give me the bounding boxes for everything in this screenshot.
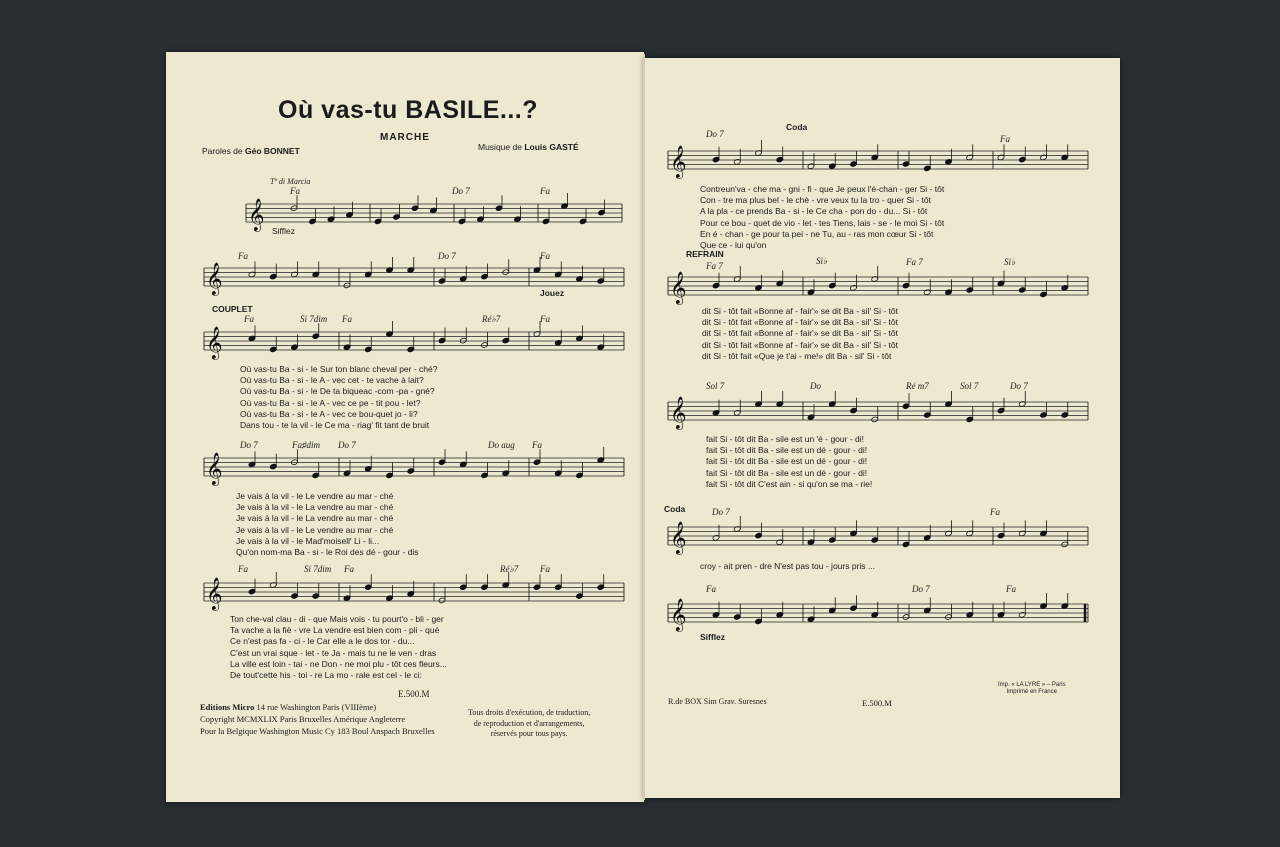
- lyric-line: dit Si - tôt fait «Bonne af - fair'» se dit Ba - sil' Si - tôt: [702, 339, 898, 350]
- composer-line: [478, 142, 579, 152]
- chord: Do 7: [706, 129, 724, 139]
- composer-prefix: Musique de: [478, 142, 522, 152]
- siffliez-label-right: Sifflez: [700, 632, 726, 642]
- coda-label-2: Coda: [664, 504, 686, 514]
- lyric-line: Que ce - lui qu'on: [700, 240, 767, 251]
- chord: Fa: [238, 564, 248, 574]
- final-block: [230, 614, 447, 681]
- chord: Do 7: [240, 440, 258, 450]
- lyric-line: fait Si - tôt dit Ba - sile est un dé - gour - di!: [706, 456, 868, 467]
- chord: Fa: [706, 584, 716, 594]
- rights-line: réservés pour tous pays.: [490, 729, 568, 738]
- printer-line: Imp. « LA LYRE » – Paris: [998, 682, 1066, 688]
- lyric-line: La ville est loin - tai - ne Don - ne moi plu - tôt ces fleurs...: [230, 658, 447, 669]
- lyricist: Géo BONNET: [245, 146, 300, 156]
- chord: Si 7dim: [304, 564, 332, 574]
- siffliez-label: Sifflez: [272, 226, 295, 236]
- rights-notice: [468, 708, 590, 740]
- chord: Si 7dim: [300, 314, 328, 324]
- svg-text:𝄞: 𝄞: [248, 198, 265, 231]
- chord: Do 7: [1010, 381, 1028, 391]
- coda-label: Coda: [786, 122, 808, 132]
- chord: Do 7: [452, 186, 470, 196]
- svg-text:𝄞: 𝄞: [670, 598, 687, 631]
- fait-block: [706, 434, 872, 490]
- svg-text:𝄞: 𝄞: [670, 271, 687, 304]
- chord: Fa: [238, 251, 248, 261]
- lyric-line: Ta vache a la fiè - vre La vendre est bien com - pli - qué: [230, 625, 440, 636]
- lyric-line: dit Si - tôt fait «Bonne af - fair'» se dit Ba - sil' Si - tôt: [702, 317, 898, 328]
- publisher-line: [200, 702, 376, 712]
- chord: Fa♯dim: [292, 440, 320, 450]
- chord: Si♭: [816, 256, 828, 266]
- lyric-line: Con - tre ma plus bel - le chè - vre veux tu la tro - quer Si - tôt: [700, 195, 932, 206]
- svg-text:𝄞: 𝄞: [670, 521, 687, 554]
- belgium-line: Pour la Belgique Washington Music Cy 183 Boul Anspach Bruxelles: [200, 726, 435, 736]
- chord: Ré♭7: [482, 314, 501, 324]
- lyric-line: fait Si - tôt dit Ba - sile est un dé - gour - di!: [706, 467, 868, 478]
- chord: Si♭: [1004, 257, 1016, 267]
- lyric-line: A la pla - ce prends Ba - si - le Ce cha - pon do - du... Si - tôt: [700, 206, 928, 217]
- chord: Fa: [532, 440, 542, 450]
- coda-lyric: croy - ait pren - dre N'est pas tou - jours pris ...: [700, 561, 875, 571]
- lyric-line: De tout'cette his - toi - re La mo - rale est cel - le ci:: [230, 670, 422, 681]
- composer: Louis GASTÉ: [524, 142, 579, 152]
- chord: Do 7: [438, 251, 456, 261]
- lyric-line: fait Si - tôt dit Ba - sile est un dé - gour - di!: [706, 445, 868, 456]
- chord: Fa: [290, 186, 300, 196]
- lyric-line: Je vais à la vil - le Mad'moisell' Li - li...: [236, 535, 380, 546]
- rights-line: de reproduction et d'arrangements,: [473, 718, 585, 728]
- contre-block: [700, 184, 944, 251]
- catalog-number: E.500.M: [398, 689, 430, 699]
- song-title: Où vas-tu BASILE...?: [278, 96, 539, 124]
- jouez-label: Jouez: [540, 288, 565, 298]
- couplet-label: COUPLET: [212, 304, 253, 314]
- chord: Do 7: [912, 584, 930, 594]
- svg-text:𝄞: 𝄞: [206, 452, 223, 485]
- lyric-line: Je vais à la vil - le Le vendre au mar - ché: [236, 491, 394, 501]
- chord: Sol 7: [706, 381, 725, 391]
- copyright: Copyright MCMXLIX Paris Bruxelles Amérique Angleterre: [200, 714, 406, 724]
- lyric-line: Qu'on nom-ma Ba - si - le Roi des dé - gour - dis: [236, 547, 419, 558]
- dit-block: [702, 306, 898, 362]
- chord: Fa 7: [706, 261, 723, 271]
- chord: Fa: [540, 564, 550, 574]
- rights-line: Tous droits d'exécution, de traduction,: [468, 708, 591, 717]
- lyric-line: Ton che-val clau - di - que Mais vois - tu pourt'o - bli - ger: [230, 614, 444, 624]
- svg-text:𝄞: 𝄞: [206, 262, 223, 295]
- lyricist-prefix: Paroles de: [202, 146, 243, 156]
- chord: Sol 7: [960, 381, 979, 391]
- svg-text:𝄞: 𝄞: [670, 396, 687, 429]
- publisher-address: 14 rue Washington Paris (VIIIème): [256, 702, 377, 712]
- refrain-label: REFRAIN: [686, 249, 724, 259]
- chord: Fa: [540, 186, 550, 196]
- tempo-marking: Tº di Marcia: [270, 177, 311, 186]
- chord: Fa: [244, 314, 254, 324]
- lyric-line: fait Si - tôt dit Ba - sile est un 'é - gour - di!: [706, 434, 864, 444]
- chord: Ré m7: [906, 381, 929, 391]
- lyric-line: dit Si - tôt fait «Que je t'ai - me!» dit Ba - sil' Si - tôt: [702, 350, 892, 361]
- lyric-line: Dans tou - te la vil - le Ce ma - riag' fit tant de bruit: [240, 420, 430, 431]
- lyric-line: Ce n'est pas fa - ci - le Car elle a le dos tor - du...: [230, 636, 415, 647]
- chord: Fa: [540, 314, 550, 324]
- publisher: Editions Micro: [200, 702, 255, 712]
- lyric-line: Je vais à la vil - le Le vendre au mar - ché: [236, 524, 394, 535]
- chord: Do: [810, 381, 821, 391]
- lyric-line: fait Si - tôt dit C'est ain - si qu'on se ma - rie!: [706, 478, 873, 489]
- chord: Fa: [990, 507, 1000, 517]
- lyric-line: Pour ce bou - quet de vio - let - tes Tiens, lais - se - le moi Si - tôt: [700, 217, 945, 228]
- lyric-line: En é - chan - ge pour ta pei - ne Tu, au - ras mon cœur Si - tôt: [700, 228, 934, 239]
- chord: Ré♭7: [500, 564, 519, 574]
- chord: Do 7: [712, 507, 730, 517]
- engraver: R.de BOX Sim Grav. Suresnes: [668, 697, 767, 706]
- verse-block: [240, 364, 437, 431]
- ville-block: [236, 491, 419, 558]
- svg-text:𝄞: 𝄞: [206, 577, 223, 610]
- lyric-line: Je vais à la vil - le La vendre au mar - ché: [236, 502, 394, 513]
- lyric-line: dit Si - tôt fait «Bonne af - fair'» se dit Ba - sil' Si - tôt: [702, 328, 898, 339]
- catalog-number-right: E.500.M: [862, 698, 892, 708]
- chord: Fa 7: [906, 257, 923, 267]
- chord: Fa: [342, 314, 352, 324]
- printer-line: Imprimé en France: [1006, 689, 1057, 695]
- svg-text:𝄞: 𝄞: [670, 145, 687, 178]
- lyric-line: Où vas-tu Ba - si - le A - vec cet - te vache à lait?: [240, 375, 424, 386]
- chord: Fa: [344, 564, 354, 574]
- chord: Fa: [1006, 584, 1016, 594]
- lyric-line: dit Si - tôt fait «Bonne af - fair'» se dit Ba - sil' Si - tôt: [702, 306, 898, 316]
- svg-text:𝄞: 𝄞: [206, 326, 223, 359]
- lyric-line: Où vas-tu Ba - si - le A - vec ce pe - tit pou - let?: [240, 397, 421, 408]
- lyric-line: Je vais à la vil - le La vendre au mar - ché: [236, 513, 394, 524]
- lyric-line: C'est un vrai sque - let - te Ja - mais tu ne le ven - dras: [230, 647, 437, 658]
- lyric-line: Contreun'va - che ma - gni - fi - que Je peux l'é-chan - ger Si - tôt: [700, 184, 945, 194]
- lyric-line: Où vas-tu Ba - si - le A - vec ce bou-quet jo - li?: [240, 408, 418, 419]
- printer-note: [998, 682, 1066, 696]
- chord: Do 7: [338, 440, 356, 450]
- chord: Fa: [1000, 134, 1010, 144]
- chord: Do aug: [488, 440, 515, 450]
- chord: Fa: [540, 251, 550, 261]
- lyric-line: Où vas-tu Ba - si - le Sur ton blanc cheval per - ché?: [240, 364, 438, 374]
- lyric-line: Où vas-tu Ba - si - le De ta biqueac -com -pa - gné?: [240, 386, 435, 397]
- lyricist-line: [202, 146, 300, 156]
- subtitle: MARCHE: [380, 132, 430, 143]
